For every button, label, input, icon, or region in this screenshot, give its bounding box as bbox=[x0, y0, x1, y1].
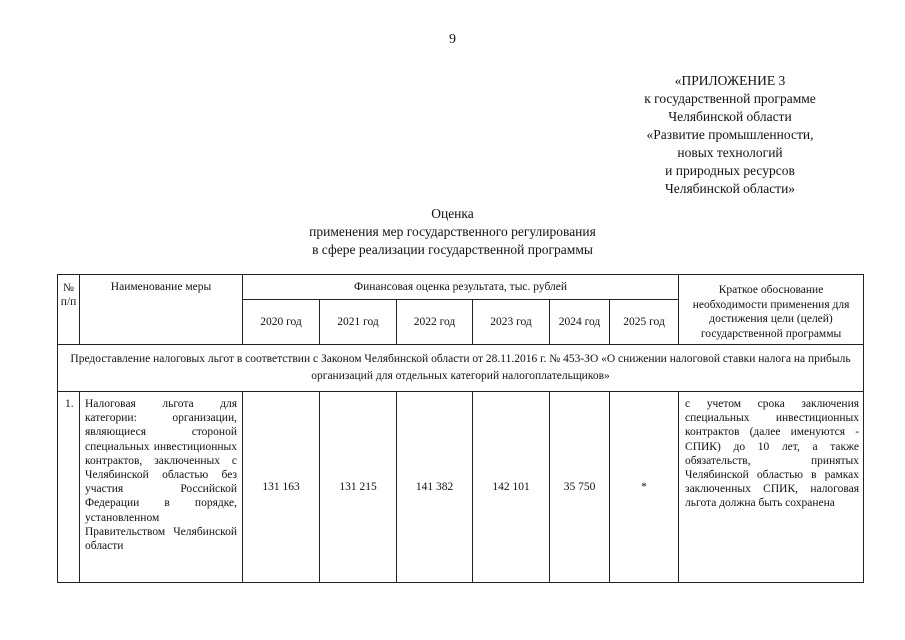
appendix-line: и природных ресурсов bbox=[665, 163, 795, 178]
header-measure-name: Наименование меры bbox=[80, 275, 243, 345]
title-line: Оценка bbox=[431, 206, 474, 221]
header-year: 2022 год bbox=[397, 300, 473, 345]
measures-table bbox=[57, 274, 864, 583]
measure-name: Налоговая льгота для категории: организации, являющиеся стороной специальных инвестиционных контрактов, заключенных с Челябинской областью без участия Российской Федерации в порядке, установленном Правительством Челябинской области bbox=[80, 392, 243, 583]
appendix-line: «Развитие промышленности, bbox=[646, 127, 814, 142]
value-2023: 142 101 bbox=[473, 392, 550, 583]
header-justification: Краткое обоснование необходимости применения для достижения цели (целей) государственной программы bbox=[679, 275, 864, 345]
header-year: 2023 год bbox=[473, 300, 550, 345]
appendix-line: «ПРИЛОЖЕНИЕ 3 bbox=[674, 73, 786, 88]
value-2024: 35 750 bbox=[550, 392, 610, 583]
appendix-line: новых технологий bbox=[677, 145, 783, 160]
header-year: 2021 год bbox=[320, 300, 397, 345]
section-title: Предоставление налоговых льгот в соответствии с Законом Челябинской области от 28.11.2016 г. № 453-ЗО «О снижении налоговой ставки налога на прибыль организаций для отдельных категорий налогоплательщиков» bbox=[58, 345, 864, 392]
header-year: 2025 год bbox=[610, 300, 679, 345]
appendix-line: Челябинской области» bbox=[664, 181, 796, 196]
page-number: 9 bbox=[449, 32, 456, 47]
value-2021: 131 215 bbox=[320, 392, 397, 583]
header-financial: Финансовая оценка результата, тыс. рублей bbox=[243, 275, 679, 300]
row-number: 1. bbox=[58, 392, 80, 583]
section-row bbox=[58, 345, 864, 392]
appendix-line: Челябинской области bbox=[668, 109, 792, 124]
value-2020: 131 163 bbox=[243, 392, 320, 583]
document-title bbox=[0, 205, 905, 259]
value-2022: 141 382 bbox=[397, 392, 473, 583]
title-line: в сфере реализации государственной программы bbox=[312, 242, 593, 257]
appendix-header bbox=[600, 72, 860, 198]
header-year: 2024 год bbox=[550, 300, 610, 345]
header-num: № п/п bbox=[58, 275, 80, 345]
value-2025: * bbox=[610, 392, 679, 583]
header-year: 2020 год bbox=[243, 300, 320, 345]
measure-justification: с учетом срока заключения специальных инвестиционных контрактов (далее именуются - СПИК) до 10 лет, а также обязательств, принятых Челябинской областью в рамках заключенных СПИК, налоговая льгота должна быть сохранена bbox=[679, 392, 864, 583]
appendix-line: к государственной программе bbox=[644, 91, 816, 106]
table-row bbox=[58, 392, 864, 583]
title-line: применения мер государственного регулирования bbox=[309, 224, 596, 239]
